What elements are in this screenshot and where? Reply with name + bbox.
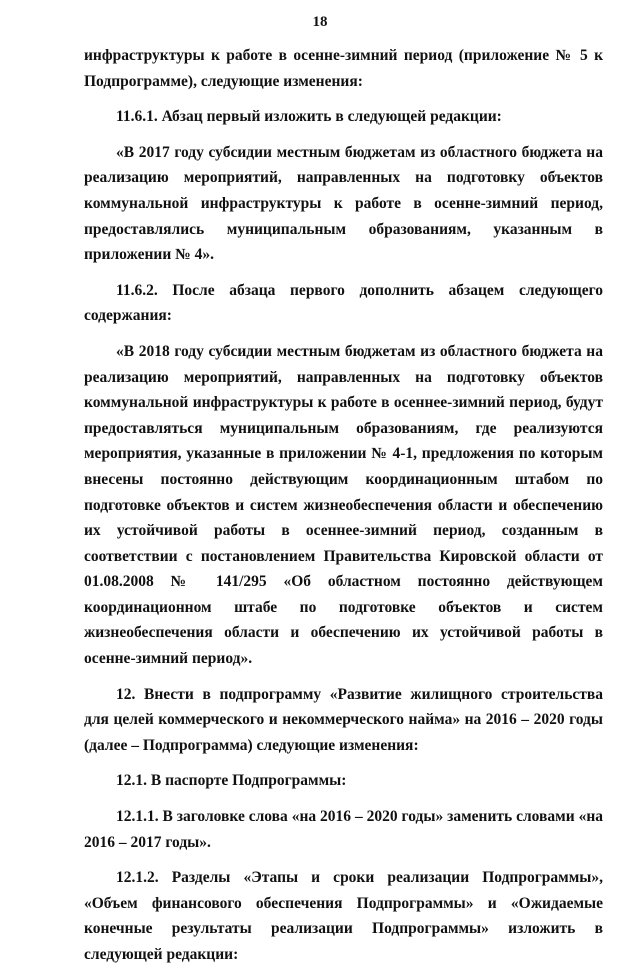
paragraph-12-1-1: 12.1.1. В заголовке слова «на 2016 – 2020 годы» заменить словами «на 2016 – 2017 годы». [84,808,603,851]
paragraph-continuation: инфраструктуры к работе в осенне-зимний период (приложение № 5 к Подпрограмме), следующие изменения: [84,47,603,90]
paragraph-quote-2018: «В 2018 году субсидии местным бюджетам из областного бюджета на реализацию мероприятий, направленных на подготовку объектов коммунальной инфраструктуры к работе в осеннее-зимний период, будут предоставляться муниципальным образованиям, где реализуются мероприятия, указанные в приложении № 4-1, предложения по которым внесены постоянно действующим координационным штабом по подготовке объектов и систем жизнеобеспечения области и обеспечению их устойчивой работы в осеннее-зимний период, созданным в соответствии с постановлением Правительства Кировской области от 01.08.2008 № 141/295 «Об областном постоянно действующем координационном штабе по подготовке объектов и систем жизнеобеспечения области и обеспечению их устойчивой работы в осенне-зимний период». [84,342,603,668]
paragraph-11-6-1: 11.6.1. Абзац первый изложить в следующей редакции: [116,108,502,126]
paragraph-12: 12. Внести в подпрограмму «Развитие жилищного строительства для целей коммерческого и некоммерческого найма» на 2016 – 2020 годы (далее – Подпрограмма) следующие изменения: [84,685,603,754]
paragraph-11-6-2: 11.6.2. После абзаца первого дополнить абзацем следующего содержания: [84,281,603,325]
page-number: 18 [312,14,328,30]
paragraph-12-1-2: 12.1.2. Разделы «Этапы и сроки реализации Подпрограммы», «Объем финансового обеспечения Подпрограммы» и «Ожидаемые конечные результаты реализации Подпрограммы» изложить в следующей редакции: [84,869,603,963]
paragraph-quote-2017: «В 2017 году субсидии местным бюджетам из областного бюджета на реализацию мероприятий, направленных на подготовку объектов коммунальной инфраструктуры к работе в осенне-зимний период, предоставлялись муниципальным образованиям, указанным в приложении № 4». [84,143,603,264]
paragraph-12-1: 12.1. В паспорте Подпрограммы: [116,772,347,790]
document-body [84,43,603,968]
